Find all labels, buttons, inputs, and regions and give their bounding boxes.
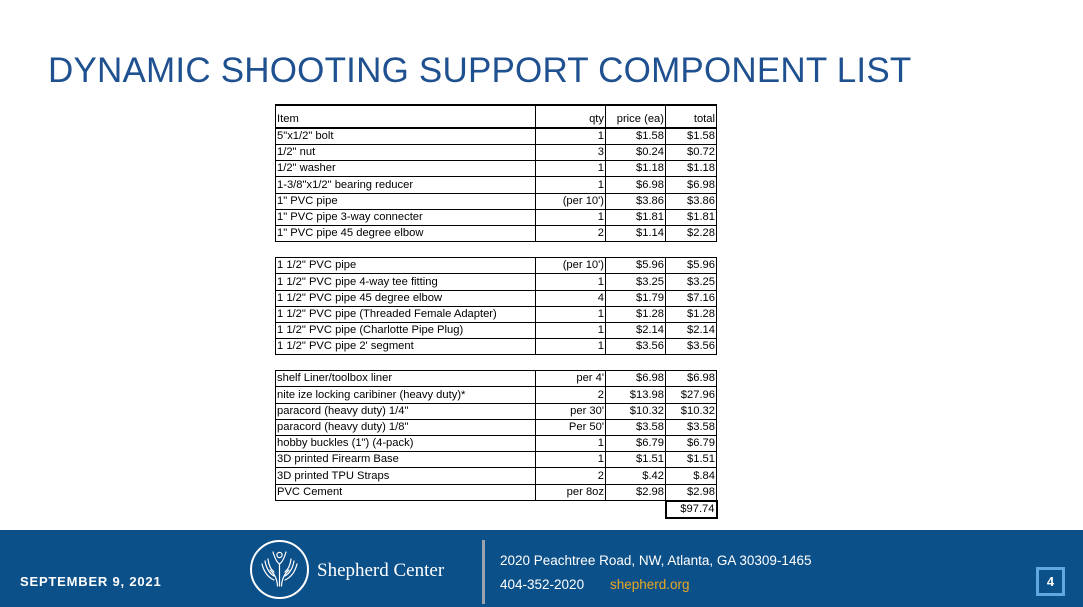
item-cell: 1 1/2" PVC pipe 2' segment [276, 339, 536, 355]
header-price: price (ea) [606, 105, 666, 128]
item-cell: 1 1/2" PVC pipe (Charlotte Pipe Plug) [276, 322, 536, 338]
total-cell: $7.16 [666, 290, 717, 306]
item-cell: 1 1/2" PVC pipe 45 degree elbow [276, 290, 536, 306]
price-cell: $0.24 [606, 145, 666, 161]
total-cell: $1.18 [666, 161, 717, 177]
header-total: total [666, 105, 717, 128]
total-cell: $1.51 [666, 452, 717, 468]
item-cell: 1 1/2" PVC pipe 4-way tee fitting [276, 274, 536, 290]
qty-cell: 1 [536, 306, 606, 322]
price-cell: $2.98 [606, 484, 666, 501]
table-row [276, 452, 717, 468]
table-row [276, 322, 717, 338]
total-cell: $27.96 [666, 387, 717, 403]
price-cell: $1.58 [606, 128, 666, 145]
price-cell: $13.98 [606, 387, 666, 403]
group-spacer [276, 355, 717, 371]
header-qty: qty [536, 105, 606, 128]
price-cell: $5.96 [606, 258, 666, 274]
table-row [276, 290, 717, 306]
item-cell: nite ize locking caribiner (heavy duty)* [276, 387, 536, 403]
table-row [276, 468, 717, 484]
price-cell: $1.79 [606, 290, 666, 306]
item-cell: 1 1/2" PVC pipe (Threaded Female Adapter) [276, 306, 536, 322]
qty-cell: 1 [536, 177, 606, 193]
total-cell: $3.86 [666, 193, 717, 209]
qty-cell: 1 [536, 209, 606, 225]
footer-address: 2020 Peachtree Road, NW, Atlanta, GA 30309-1465 [500, 553, 812, 568]
item-cell: 1-3/8"x1/2" bearing reducer [276, 177, 536, 193]
price-cell: $1.28 [606, 306, 666, 322]
total-cell: $1.81 [666, 209, 717, 225]
total-cell: $6.98 [666, 177, 717, 193]
price-cell: $3.25 [606, 274, 666, 290]
total-cell: $10.32 [666, 403, 717, 419]
component-table [275, 104, 718, 519]
table-row [276, 161, 717, 177]
price-cell: $10.32 [606, 403, 666, 419]
item-cell: paracord (heavy duty) 1/4" [276, 403, 536, 419]
price-cell: $1.81 [606, 209, 666, 225]
item-cell: paracord (heavy duty) 1/8" [276, 419, 536, 435]
logo-text: Shepherd Center [317, 560, 445, 581]
qty-cell: 1 [536, 128, 606, 145]
table-header-row [276, 105, 717, 128]
item-cell: 1/2" nut [276, 145, 536, 161]
header-item: Item [276, 105, 536, 128]
qty-cell: per 4' [536, 371, 606, 387]
qty-cell: 2 [536, 387, 606, 403]
qty-cell: 1 [536, 322, 606, 338]
qty-cell: Per 50' [536, 419, 606, 435]
price-cell: $1.14 [606, 225, 666, 241]
table-row [276, 306, 717, 322]
total-cell: $1.28 [666, 306, 717, 322]
qty-cell: (per 10') [536, 193, 606, 209]
qty-cell: 1 [536, 452, 606, 468]
total-cell: $.84 [666, 468, 717, 484]
total-cell: $1.58 [666, 128, 717, 145]
footer-divider [482, 540, 485, 604]
price-cell: $6.79 [606, 436, 666, 452]
table-row [276, 128, 717, 145]
item-cell: hobby buckles (1") (4-pack) [276, 436, 536, 452]
table-row [276, 274, 717, 290]
item-cell: 3D printed TPU Straps [276, 468, 536, 484]
qty-cell: (per 10') [536, 258, 606, 274]
table-row [276, 484, 717, 501]
price-cell: $6.98 [606, 177, 666, 193]
qty-cell: 1 [536, 436, 606, 452]
price-cell: $3.56 [606, 339, 666, 355]
table-row [276, 403, 717, 419]
item-cell: 1" PVC pipe 3-way connecter [276, 209, 536, 225]
group-spacer [276, 242, 717, 258]
qty-cell: 1 [536, 339, 606, 355]
table-row [276, 339, 717, 355]
table-row [276, 209, 717, 225]
table-row [276, 177, 717, 193]
total-cell: $3.56 [666, 339, 717, 355]
price-cell: $6.98 [606, 371, 666, 387]
page-number: 4 [1036, 567, 1065, 596]
item-cell: PVC Cement [276, 484, 536, 501]
item-cell: 1" PVC pipe [276, 193, 536, 209]
total-cell: $2.14 [666, 322, 717, 338]
table-row [276, 193, 717, 209]
table-row [276, 258, 717, 274]
price-cell: $1.18 [606, 161, 666, 177]
qty-cell: 2 [536, 225, 606, 241]
total-cell: $3.25 [666, 274, 717, 290]
price-cell: $1.51 [606, 452, 666, 468]
item-cell: 5"x1/2" bolt [276, 128, 536, 145]
table-row [276, 371, 717, 387]
qty-cell: 4 [536, 290, 606, 306]
table-row [276, 436, 717, 452]
footer-date: SEPTEMBER 9, 2021 [20, 574, 162, 589]
total-cell: $6.79 [666, 436, 717, 452]
footer-bar [0, 530, 1083, 607]
qty-cell: per 30' [536, 403, 606, 419]
total-cell: $5.96 [666, 258, 717, 274]
total-cell: $3.58 [666, 419, 717, 435]
price-cell: $.42 [606, 468, 666, 484]
total-cell: $2.28 [666, 225, 717, 241]
slide-title: DYNAMIC SHOOTING SUPPORT COMPONENT LIST [48, 51, 912, 90]
price-cell: $3.58 [606, 419, 666, 435]
price-cell: $3.86 [606, 193, 666, 209]
price-cell: $2.14 [606, 322, 666, 338]
grand-total-row [276, 501, 717, 518]
item-cell: 1" PVC pipe 45 degree elbow [276, 225, 536, 241]
website-link[interactable]: shepherd.org [610, 577, 690, 592]
qty-cell: 2 [536, 468, 606, 484]
item-cell: shelf Liner/toolbox liner [276, 371, 536, 387]
qty-cell: per 8oz [536, 484, 606, 501]
qty-cell: 1 [536, 274, 606, 290]
total-cell: $2.98 [666, 484, 717, 501]
table-row [276, 145, 717, 161]
table-row [276, 225, 717, 241]
table-row [276, 387, 717, 403]
item-cell: 3D printed Firearm Base [276, 452, 536, 468]
table-row [276, 419, 717, 435]
qty-cell: 1 [536, 161, 606, 177]
footer-phone: 404-352-2020 [500, 577, 585, 592]
item-cell: 1 1/2" PVC pipe [276, 258, 536, 274]
total-cell: $0.72 [666, 145, 717, 161]
item-cell: 1/2" washer [276, 161, 536, 177]
grand-total: $97.74 [666, 501, 717, 518]
qty-cell: 3 [536, 145, 606, 161]
shepherd-logo-icon [250, 540, 309, 599]
total-cell: $6.98 [666, 371, 717, 387]
